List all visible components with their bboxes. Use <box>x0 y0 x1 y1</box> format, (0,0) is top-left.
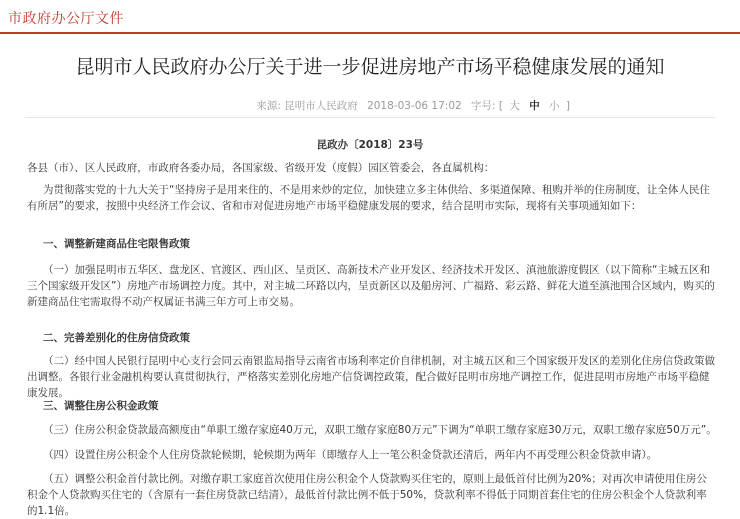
meta-divider <box>25 117 715 118</box>
section-heading: 二、完善差别化的住房信贷政策 <box>43 332 190 344</box>
section-heading: 一、调整新建商品住宅限售政策 <box>43 238 190 250</box>
font-size-large-button[interactable]: 大 <box>509 100 520 112</box>
document-number: 昆政办〔2018〕23号 <box>316 139 424 151</box>
paragraph: （二）经中国人民银行昆明中心支行会同云南银监局指导云南省市场利率定价自律机制，对主城五区和三个国家级开发区的差别化住房信贷政策做出调整。各银行业金融机构要认真贯彻执行，严格落实差别化房地产信贷调控政策，配合做好昆明市房地产调控工作，促进昆明市房地产市场平稳健康发展。 <box>27 355 715 399</box>
paragraph: （四）设置住房公积金个人住房贷款轮候期，轮候期为两年（即缴存人上一笔公积金贷款还清后，两年内不再受理公积金贷款申请）。 <box>43 449 658 461</box>
paragraph: 各县（市）、区人民政府，市政府各委办局，各国家级、省级开发（度假）园区管委会，各直属机构： <box>27 162 495 174</box>
top-bar <box>0 0 740 34</box>
paragraph: （一）加强昆明市五华区、盘龙区、官渡区、西山区、呈贡区、高新技术产业开发区、经济技术开发区、滇池旅游度假区（以下简称“主城五区和三个国家级开发区”）房地产市场调控力度。其中，对主城二环路以内，呈贡新区以及船房河、广福路、彩云路、鲜花大道至滇池围合区域内，购买的新建商品住宅需取得不动产权属证书满三年方可上市交易。 <box>27 264 715 308</box>
header-divider <box>0 32 740 34</box>
paragraph: 为贯彻落实党的十九大关于“坚持房子是用来住的、不是用来炒的定位，加快建立多主体供给、多渠道保障、租购并举的住房制度，让全体人民住有所居”的要求，按照中央经济工作会议、省和市对促进房地产市场平稳健康发展的要求，结合昆明市实际，现将有关事项通知如下： <box>27 184 710 212</box>
section-heading: 三、调整住房公积金政策 <box>43 400 159 412</box>
font-size-medium-button[interactable]: 中 <box>529 100 540 112</box>
section-name-link[interactable]: 市政府办公厅文件 <box>8 11 124 27</box>
article-meta <box>256 98 570 113</box>
paragraph: （五）调整公积金首付款比例。对缴存职工家庭首次使用住房公积金个人贷款购买住宅的，原则上最低首付比例为20%；对再次申请使用住房公积金个人贷款购买住宅的（含原有一套住房贷款已结清），最低首付款比例不低于50%，贷款利率不得低于同期首套住宅的住房公积金个人贷款利率的1.1倍。 <box>27 473 707 517</box>
font-size-small-button[interactable]: 小 <box>549 100 560 112</box>
article-title: 昆明市人民政府办公厅关于进一步促进房地产市场平稳健康发展的通知 <box>75 56 665 78</box>
font-size-label: 字号: [ <box>471 100 504 112</box>
font-size-bracket: ] <box>565 100 570 112</box>
article-source: 来源: 昆明市人民政府 <box>256 100 358 112</box>
paragraph: （三）住房公积金贷款最高额度由“单职工缴存家庭40万元，双职工缴存家庭80万元”下调为“单职工缴存家庭30万元，双职工缴存家庭50万元”。 <box>43 424 717 436</box>
article-datetime: 2018-03-06 17:02 <box>367 100 462 112</box>
